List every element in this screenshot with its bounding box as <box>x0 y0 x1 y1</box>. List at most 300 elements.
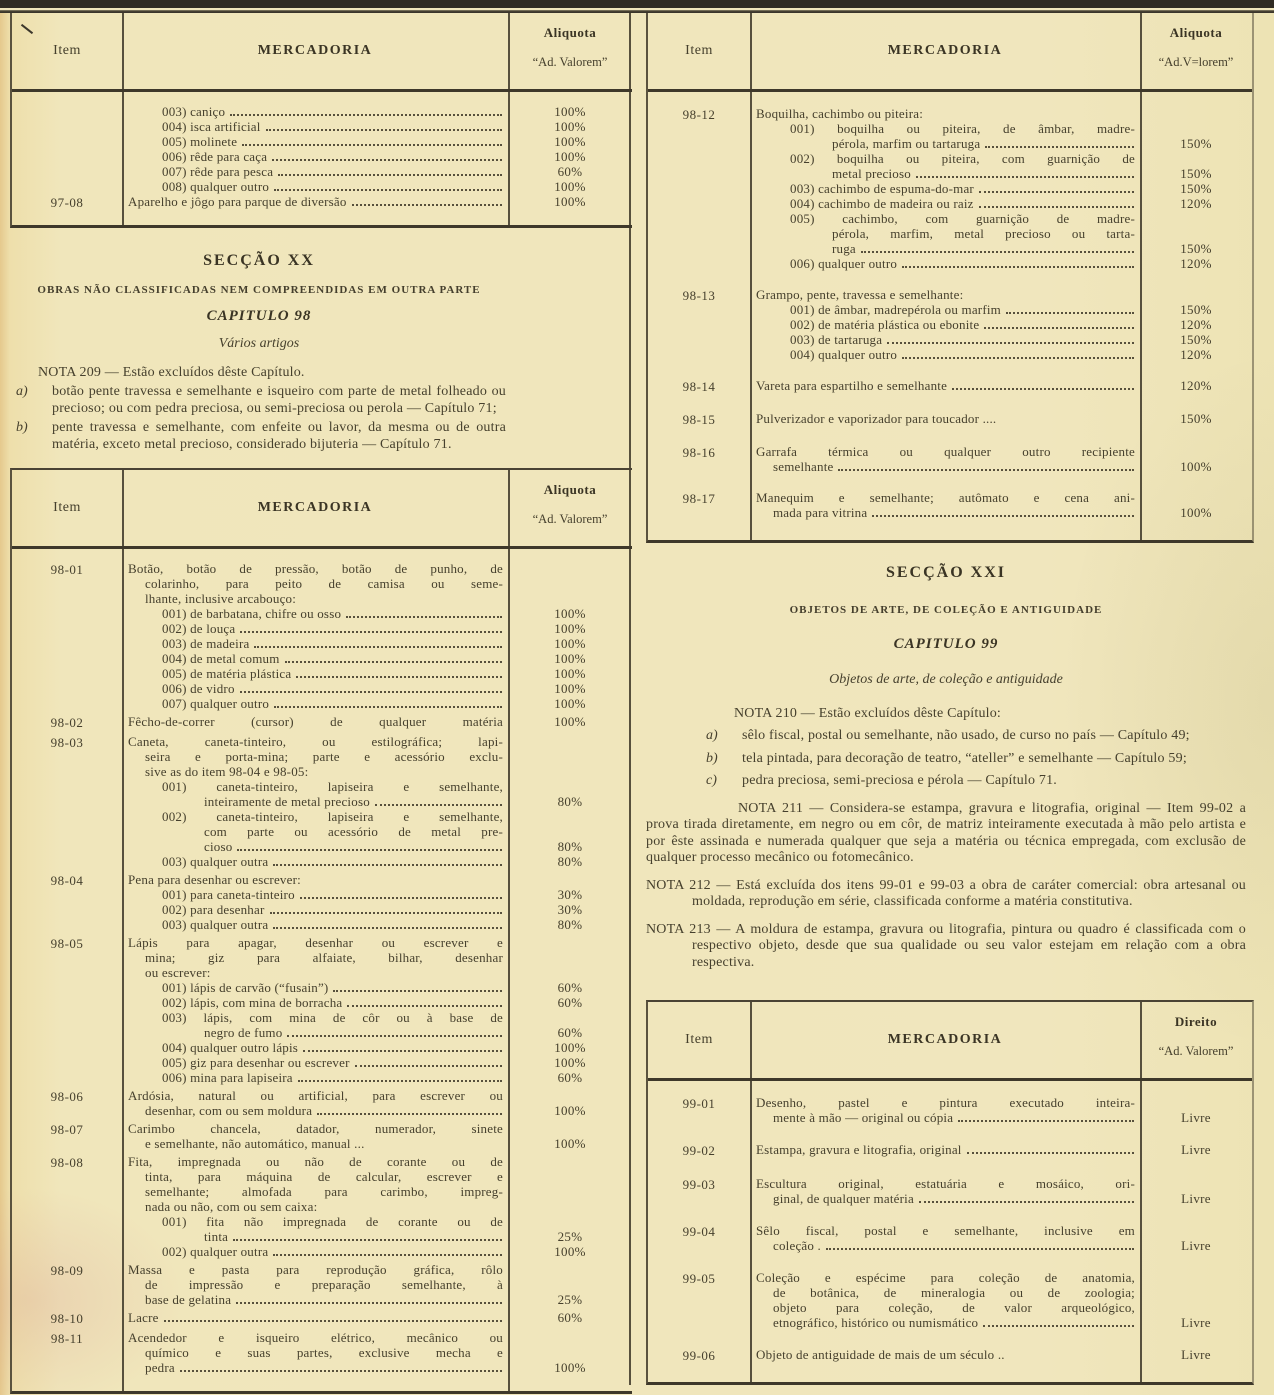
col-header-item: Item <box>53 43 81 58</box>
table-line <box>122 1136 632 1151</box>
dotted-leader <box>233 1239 502 1241</box>
mercadoria-cell <box>750 317 1140 332</box>
mercadoria-cell <box>122 950 508 965</box>
mercadoria-cell <box>750 378 1140 393</box>
mercadoria-cell <box>750 1300 1140 1315</box>
aliquota-value: 120% <box>1180 196 1212 211</box>
item-number <box>12 119 122 134</box>
table-line <box>122 194 632 209</box>
table-row <box>12 194 632 211</box>
mercadoria-cell <box>750 151 1140 166</box>
mercadoria-text: desenhar, com ou sem moldura <box>145 1103 313 1118</box>
col-header-rate-bottom: “Ad. Valorem” <box>532 55 608 69</box>
aliquota-value: 60% <box>557 1070 583 1085</box>
table-line <box>122 809 632 824</box>
aliquota-value: 25% <box>557 1292 583 1307</box>
mercadoria-cell <box>122 636 508 651</box>
mercadoria-text: mada para vitrina <box>773 505 868 520</box>
mercadoria-text: 002) caneta-tinteiro, lapiseira e semelhante, <box>162 809 503 824</box>
mercadoria-cell <box>122 561 508 576</box>
mercadoria-cell <box>122 606 508 621</box>
table-header <box>12 470 632 549</box>
mercadoria-cell <box>750 106 1140 121</box>
table-line <box>750 317 1252 332</box>
mercadoria-text: 002) qualquer outra <box>162 1244 269 1259</box>
alinea-label: a) <box>706 728 718 743</box>
aliquota-value: 120% <box>1180 347 1212 362</box>
col-header-rate-bottom: “Ad. Valorem” <box>532 512 608 526</box>
aliquota-value: 100% <box>554 194 586 209</box>
mercadoria-cell <box>122 666 508 681</box>
mercadoria-text: 004) qualquer outro lápis <box>162 1040 299 1055</box>
table-line <box>750 1238 1252 1253</box>
mercadoria-text: 001) para caneta-tinteiro <box>162 887 295 902</box>
aliquota-value: 60% <box>557 164 583 179</box>
table-body <box>12 92 632 225</box>
table-row <box>12 134 632 149</box>
row-lines <box>750 444 1252 474</box>
mercadoria-cell <box>122 119 508 134</box>
table-line <box>122 561 632 576</box>
table-line <box>122 591 632 606</box>
row-lines <box>122 1088 632 1118</box>
alinea-label: b) <box>706 750 718 766</box>
mercadoria-text: 008) qualquer outro <box>162 179 270 194</box>
dotted-leader <box>952 388 1134 390</box>
mercadoria-cell <box>750 1095 1140 1110</box>
row-lines <box>122 1330 632 1375</box>
nota-heading: NOTA 210 — Estão excluídos dêste Capítulo: <box>734 706 1002 721</box>
mercadoria-cell <box>750 181 1140 196</box>
mercadoria-text: 006) de vidro <box>162 681 235 696</box>
nota-heading: NOTA 209 — Estão excluídos dêste Capítulo. <box>38 365 305 380</box>
tariff-table-bottom-left <box>10 468 632 1394</box>
mercadoria-text: 004) qualquer outro <box>790 347 898 362</box>
table-line <box>122 1277 632 1292</box>
table-line <box>122 779 632 794</box>
mercadoria-text: 001) lápis de carvão (“fusain”) <box>162 980 329 995</box>
aliquota-value: 150% <box>1180 136 1212 151</box>
mercadoria-text: Fita, impregnada ou não de corante ou de <box>128 1154 503 1169</box>
table-line <box>750 287 1252 302</box>
item-number: 98-11 <box>50 1331 84 1346</box>
mercadoria-text: semelhante <box>773 459 834 474</box>
item-number <box>12 164 122 179</box>
mercadoria-cell <box>122 794 508 809</box>
mercadoria-cell <box>122 779 508 794</box>
mercadoria-text: Sêlo fiscal, postal e semelhante, inclusive em <box>756 1223 1135 1238</box>
item-number: 98-04 <box>50 873 84 888</box>
table-row <box>12 935 632 1085</box>
table-line <box>750 106 1252 121</box>
table-header <box>648 13 1252 92</box>
mercadoria-text: ou escrever: <box>145 965 211 980</box>
table-line <box>122 666 632 681</box>
dotted-leader <box>902 357 1134 359</box>
table-line <box>750 505 1252 520</box>
table-line <box>122 734 632 749</box>
table-line <box>122 696 632 711</box>
section-description: OBRAS NÃO CLASSIFICADAS NEM COMPREENDIDAS EM OUTRA PARTE <box>37 284 481 296</box>
table-line <box>122 1055 632 1070</box>
nota-alineas <box>702 728 1234 790</box>
mercadoria-text: sive as do item 98-04 e 98-05: <box>145 764 309 779</box>
aliquota-value: 100% <box>554 1103 586 1118</box>
tariff-table-top-right <box>646 13 1254 543</box>
item-number: 99-05 <box>682 1271 716 1286</box>
mercadoria-text: ruga <box>832 241 856 256</box>
dotted-leader <box>242 144 502 146</box>
table-row <box>648 411 1252 428</box>
dotted-leader <box>285 661 502 663</box>
mercadoria-cell <box>122 1154 508 1169</box>
mercadoria-cell <box>750 1238 1140 1253</box>
table-row <box>12 1330 632 1375</box>
dotted-leader <box>273 864 502 866</box>
mercadoria-text: Massa e pasta para reprodução gráfica, rôlo <box>128 1262 503 1277</box>
mercadoria-text: Ardósia, natural ou artificial, para escrever ou <box>128 1088 503 1103</box>
aliquota-value: 100% <box>554 1040 586 1055</box>
table-row <box>648 1270 1252 1330</box>
dotted-leader <box>983 1325 1134 1327</box>
mercadoria-text: Lacre <box>128 1310 159 1325</box>
dotted-leader <box>919 1201 1134 1203</box>
table-line <box>750 444 1252 459</box>
mercadoria-text: 005) giz para desenhar ou escrever <box>162 1055 350 1070</box>
table-row <box>648 106 1252 271</box>
item-number: 98-12 <box>682 107 716 122</box>
mercadoria-text: Coleção e espécime para coleção de anatomia, <box>756 1270 1135 1285</box>
chapter-title: CAPITULO 98 <box>206 308 312 324</box>
mercadoria-text: Pulverizador e vaporizador para toucador .... <box>756 411 997 426</box>
dotted-leader <box>287 1035 502 1037</box>
mercadoria-text: 003) qualquer outra <box>162 917 269 932</box>
table-line <box>122 824 632 839</box>
dotted-leader <box>266 129 502 131</box>
mercadoria-cell <box>122 980 508 995</box>
mercadoria-text: negro de fumo <box>204 1025 283 1040</box>
mercadoria-text: Grampo, pente, travessa e semelhante: <box>756 287 964 302</box>
alinea-text: tela pintada, para decoração de teatro, “ateller” e semelhante — Capítulo 59; <box>742 750 1187 766</box>
aliquota-value: 60% <box>557 1310 583 1325</box>
table-line <box>122 1040 632 1055</box>
mercadoria-cell <box>122 681 508 696</box>
col-header-rate-top: Aliquota <box>543 25 597 40</box>
table-line <box>750 302 1252 317</box>
aliquota-value: 100% <box>554 1244 586 1259</box>
mercadoria-cell <box>750 1142 1140 1157</box>
nota-alinea <box>12 420 506 453</box>
row-lines <box>122 134 632 149</box>
item-number: 98-13 <box>682 288 716 303</box>
mercadoria-cell <box>750 166 1140 181</box>
dotted-leader <box>303 1050 502 1052</box>
mercadoria-cell <box>122 651 508 666</box>
alinea-label: c) <box>706 773 717 788</box>
mercadoria-cell <box>750 256 1140 271</box>
aliquota-value: 120% <box>1180 256 1212 271</box>
table-header <box>648 1002 1252 1081</box>
alinea-label: a) <box>16 384 28 399</box>
mercadoria-text: 003) caniço <box>162 104 226 119</box>
item-number: 98-15 <box>682 412 716 427</box>
aliquota-value: 100% <box>554 119 586 134</box>
section-title: SECÇÃO XX <box>203 252 315 269</box>
nota-alinea <box>702 773 1234 790</box>
dotted-leader <box>375 804 502 806</box>
mercadoria-text: e semelhante, não automático, manual ... <box>145 1136 365 1151</box>
mercadoria-cell <box>122 1136 508 1151</box>
table-line <box>122 1088 632 1103</box>
mercadoria-text: coleção . <box>773 1238 821 1253</box>
mercadoria-cell <box>122 696 508 711</box>
mercadoria-text: cioso <box>204 839 233 854</box>
table-line <box>122 1310 632 1325</box>
mercadoria-text: seira e porta-mina; parte e acessório exclu- <box>145 749 503 764</box>
col-header-direito <box>1140 1002 1252 1078</box>
table-row <box>12 104 632 119</box>
col-header-item: Item <box>685 43 713 58</box>
table-line <box>122 902 632 917</box>
table-line <box>122 1010 632 1025</box>
aliquota-value: 100% <box>554 714 586 729</box>
mercadoria-text: químico e suas partes, exclusive mecha e <box>145 1345 503 1360</box>
mercadoria-cell <box>122 749 508 764</box>
dotted-leader <box>352 204 502 206</box>
nota-paragraph: NOTA 211 — Considera-se estampa, gravura e litografia, original — Item 99-02 a prova tirada diretamente, em negro ou em côr, de matriz inteiramente executada à mão pelo artista e por êste assinada e numerada qualquer que seja a matéria ou técnica empregada, com exclusão de qualquer processo mecânico ou fotomecânico. <box>646 800 1246 865</box>
mercadoria-text: Desenho, pastel e pintura executado inteira- <box>756 1095 1135 1110</box>
mercadoria-text: inteiramente de metal precioso <box>204 794 370 809</box>
item-number: 99-02 <box>682 1143 716 1158</box>
table-line <box>750 378 1252 393</box>
table-line <box>750 196 1252 211</box>
dotted-leader <box>958 1120 1134 1122</box>
mercadoria-text: 007) qualquer outro <box>162 696 270 711</box>
table-line <box>750 256 1252 271</box>
dotted-leader <box>872 515 1134 517</box>
mercadoria-cell <box>122 1360 508 1375</box>
dotted-leader <box>240 631 502 633</box>
alinea-text: sêlo fiscal, postal ou semelhante, não usado, de curso no país — Capítulo 49; <box>742 728 1190 743</box>
mercadoria-cell <box>122 935 508 950</box>
table-line <box>750 1176 1252 1191</box>
table-line <box>750 121 1252 136</box>
mercadoria-cell <box>750 1110 1140 1125</box>
mercadoria-cell <box>750 1285 1140 1300</box>
table-line <box>122 636 632 651</box>
mercadoria-text: 005) de matéria plástica <box>162 666 292 681</box>
dotted-leader <box>826 1248 1134 1250</box>
dotted-leader <box>298 1080 502 1082</box>
table-line <box>122 1330 632 1345</box>
item-number <box>12 179 122 194</box>
aliquota-value: 60% <box>557 980 583 995</box>
table-row <box>12 561 632 711</box>
aliquota-value: 100% <box>554 651 586 666</box>
mercadoria-cell <box>122 734 508 749</box>
dotted-leader <box>273 1254 502 1256</box>
table-row <box>12 1154 632 1259</box>
aliquota-value: 80% <box>557 854 583 869</box>
mercadoria-text: de botânica, de mineralogia ou de zoologia; <box>773 1285 1135 1300</box>
row-lines <box>122 1121 632 1151</box>
table-line <box>750 1191 1252 1206</box>
dotted-leader <box>979 191 1134 193</box>
dotted-leader <box>346 616 502 618</box>
mercadoria-text: base de gelatina <box>145 1292 232 1307</box>
row-lines <box>750 1270 1252 1330</box>
aliquota-value: 100% <box>554 621 586 636</box>
mercadoria-text: Estampa, gravura e litografia, original <box>756 1142 962 1157</box>
row-lines <box>750 490 1252 520</box>
dotted-leader <box>300 897 502 899</box>
dotted-leader <box>230 114 502 116</box>
table-line <box>122 621 632 636</box>
table-row <box>648 1176 1252 1206</box>
mercadoria-text: nada ou não, com ou sem caixa: <box>145 1199 318 1214</box>
table-line <box>122 980 632 995</box>
aliquota-value: Livre <box>1181 1238 1211 1253</box>
table-line <box>122 1025 632 1040</box>
mercadoria-cell <box>122 1244 508 1259</box>
mercadoria-cell <box>750 444 1140 459</box>
row-lines <box>122 872 632 932</box>
mercadoria-text: Manequim e semelhante; autômato e cena ani- <box>756 490 1135 505</box>
dotted-leader <box>272 159 502 161</box>
mercadoria-cell <box>750 411 1140 426</box>
mercadoria-text: Escultura original, estatuária e mosáico, ori- <box>756 1176 1135 1191</box>
mercadoria-text: 007) rêde para pesca <box>162 164 274 179</box>
mercadoria-text: 002) de louça <box>162 621 236 636</box>
mercadoria-cell <box>122 1229 508 1244</box>
mercadoria-text: semelhante; almofada para carimbo, impreg- <box>145 1184 503 1199</box>
table-row <box>12 714 632 731</box>
mercadoria-cell <box>750 136 1140 151</box>
section-title: SECÇÃO XXI <box>885 564 1006 581</box>
aliquota-value: 150% <box>1180 302 1212 317</box>
mercadoria-cell <box>122 887 508 902</box>
table-line <box>750 1300 1252 1315</box>
mercadoria-cell <box>122 1262 508 1277</box>
aliquota-value: 60% <box>557 1025 583 1040</box>
mercadoria-text: Lápis para apagar, desenhar ou escrever e <box>128 935 503 950</box>
mercadoria-text: com parte ou acessório de metal pre- <box>204 824 503 839</box>
mercadoria-cell <box>750 196 1140 211</box>
table-line <box>122 1262 632 1277</box>
item-number: 99-01 <box>682 1096 716 1111</box>
table-line <box>122 606 632 621</box>
tariff-table-top-left <box>10 13 632 228</box>
aliquota-value: 100% <box>554 1136 586 1151</box>
row-lines <box>750 287 1252 362</box>
table-line <box>122 1345 632 1360</box>
mercadoria-cell <box>122 1292 508 1307</box>
table-line <box>122 1244 632 1259</box>
aliquota-value: Livre <box>1181 1110 1211 1125</box>
nota-paragraph: NOTA 213 — A moldura de estampa, gravura ou litografia, pintura ou quadro é classificada com o respectivo objeto, desde que sua qualidade ou seu valor estejam em relação com a obra respectiva. <box>646 921 1246 970</box>
dotted-leader <box>333 990 502 992</box>
item-number: 97-08 <box>50 195 84 210</box>
mercadoria-cell <box>122 809 508 824</box>
mercadoria-cell <box>122 179 508 194</box>
dotted-leader <box>1006 312 1134 314</box>
mercadoria-cell <box>750 490 1140 505</box>
table-line <box>750 347 1252 362</box>
aliquota-value: 100% <box>554 606 586 621</box>
mercadoria-cell <box>122 591 508 606</box>
row-lines <box>750 1095 1252 1125</box>
table-line <box>122 1169 632 1184</box>
aliquota-value: 120% <box>1180 378 1212 393</box>
table-row <box>12 119 632 134</box>
mercadoria-text: tinta <box>204 1229 229 1244</box>
mercadoria-text: 002) lápis, com mina de borracha <box>162 995 343 1010</box>
row-lines <box>122 1154 632 1259</box>
table-line <box>122 164 632 179</box>
dotted-leader <box>984 327 1134 329</box>
table-line <box>122 1199 632 1214</box>
mercadoria-cell <box>122 839 508 854</box>
alinea-text: pente travessa e semelhante, com enfeite ou lavor, da mesma ou de outra matéria, exceto metal precioso, considerado bijuteria — Capítulo 71. <box>52 420 506 452</box>
alinea-text: pedra preciosa, semi-preciosa e pérola — Capítulo 71. <box>742 773 1057 788</box>
aliquota-value: 30% <box>557 902 583 917</box>
dotted-leader <box>180 1370 502 1372</box>
mercadoria-cell <box>122 917 508 932</box>
mercadoria-cell <box>122 764 508 779</box>
mercadoria-cell <box>122 965 508 980</box>
table-row <box>12 149 632 164</box>
mercadoria-cell <box>750 459 1140 474</box>
aliquota-value: 100% <box>554 179 586 194</box>
aliquota-value: 100% <box>554 1055 586 1070</box>
table-line <box>750 226 1252 241</box>
item-number <box>12 104 122 119</box>
table-line <box>122 1229 632 1244</box>
table-line <box>122 1184 632 1199</box>
aliquota-value: 100% <box>554 104 586 119</box>
table-line <box>750 241 1252 256</box>
table-line <box>122 854 632 869</box>
col-header-item: Item <box>685 1032 713 1047</box>
mercadoria-cell <box>122 134 508 149</box>
table-line <box>750 181 1252 196</box>
table-line <box>122 1214 632 1229</box>
mercadoria-cell <box>122 824 508 839</box>
table-line <box>122 887 632 902</box>
page-top-edge-rule <box>0 10 1274 12</box>
mercadoria-cell <box>750 1270 1140 1285</box>
mercadoria-text: pedra <box>145 1360 175 1375</box>
row-lines <box>122 119 632 134</box>
mercadoria-text: Objeto de antiguidade de mais de um século .. <box>756 1347 1005 1362</box>
item-number: 98-01 <box>50 562 84 577</box>
nota-alinea <box>12 384 506 417</box>
mercadoria-text: mina; giz para alfaiate, bilhar, desenhar <box>145 950 503 965</box>
item-number: 98-10 <box>50 1311 84 1326</box>
mercadoria-text: pérola, marfim, metal precioso ou tarta- <box>832 226 1135 241</box>
mercadoria-text: etnográfico, histórico ou numismático <box>773 1315 979 1330</box>
item-number <box>12 134 122 149</box>
mercadoria-text: colarinho, para peito de camisa ou seme- <box>145 576 503 591</box>
mercadoria-text: Botão, botão de pressão, botão de punho, de <box>128 561 503 576</box>
table-row <box>12 734 632 869</box>
chapter-subtitle: Vários artigos <box>218 336 300 351</box>
mercadoria-cell <box>122 1310 508 1325</box>
mercadoria-cell <box>750 1347 1140 1362</box>
mercadoria-cell <box>122 902 508 917</box>
aliquota-value: 100% <box>554 696 586 711</box>
col-header-mercadoria: MERCADORIA <box>257 500 373 515</box>
